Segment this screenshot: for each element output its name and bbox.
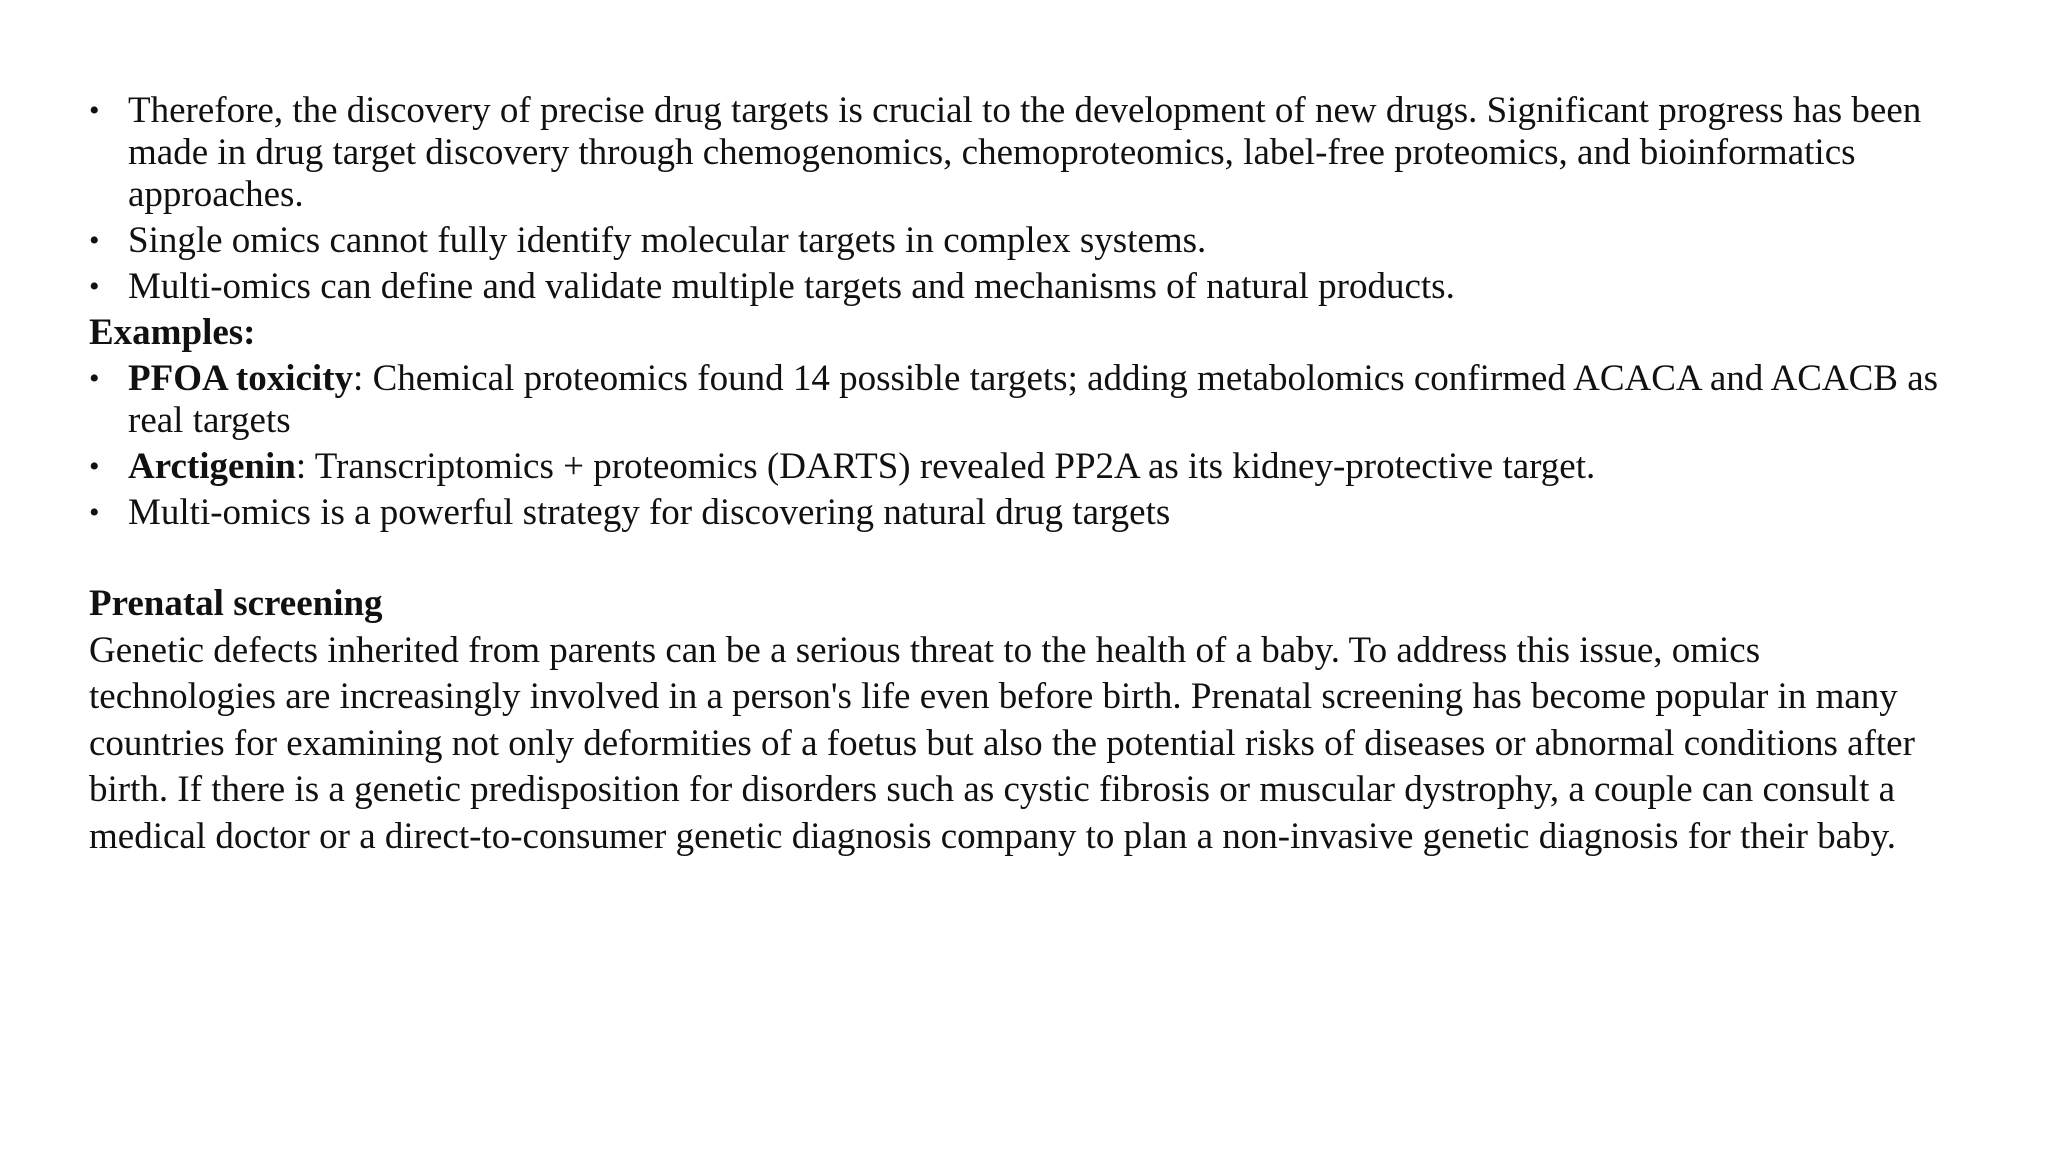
bullet-list-top bbox=[89, 90, 1949, 308]
example-term: PFOA toxicity bbox=[128, 358, 354, 399]
bullet-item bbox=[89, 220, 1949, 262]
example-item bbox=[89, 446, 1949, 488]
slide-content bbox=[89, 90, 1949, 860]
bullet-item bbox=[89, 90, 1949, 216]
section-title: Prenatal screening bbox=[89, 583, 383, 624]
bullet-item bbox=[89, 266, 1949, 308]
section-spacer bbox=[89, 538, 1949, 581]
bullet-text: Multi-omics can define and validate multiple targets and mechanisms of natural products. bbox=[128, 266, 1455, 307]
example-text: Multi-omics is a powerful strategy for discovering natural drug targets bbox=[128, 492, 1171, 533]
examples-heading: Examples: bbox=[89, 312, 256, 353]
bullet-marker: • bbox=[89, 362, 100, 395]
bullet-marker: • bbox=[89, 496, 100, 529]
bullet-marker: • bbox=[89, 270, 100, 303]
bullet-marker: • bbox=[89, 450, 100, 483]
section-paragraph: Genetic defects inherited from parents can be a serious threat to the health of a baby. To address this issue, omics technologies are increasingly involved in a person's life even before birth. Prenatal screening has become popular in many countries for examining not only deformities of a foetus but also the potential risks of diseases or abnormal conditions after birth. If there is a genetic predisposition for disorders such as cystic fibrosis or muscular dystrophy, a couple can consult a medical doctor or a direct-to-consumer genetic diagnosis company to plan a non-invasive genetic diagnosis for their baby. bbox=[89, 629, 1915, 857]
example-text: : Transcriptomics + proteomics (DARTS) revealed PP2A as its kidney-protective target. bbox=[295, 446, 1596, 487]
bullet-text: Therefore, the discovery of precise drug targets is crucial to the development of new drugs. Significant progress has been made in drug target discovery through chemogenomics, chemoproteomics, label-free proteomics, and bioinformatics approaches. bbox=[128, 90, 1922, 215]
bullet-marker: • bbox=[89, 224, 100, 257]
bullet-text: Single omics cannot fully identify molecular targets in complex systems. bbox=[128, 220, 1207, 261]
bullet-marker: • bbox=[89, 94, 100, 127]
example-item bbox=[89, 492, 1949, 534]
example-term: Arctigenin bbox=[128, 446, 296, 487]
examples-list bbox=[89, 358, 1949, 534]
example-item bbox=[89, 358, 1949, 442]
example-text: : Chemical proteomics found 14 possible targets; adding metabolomics confirmed ACACA and ACACB as real targets bbox=[128, 358, 1939, 441]
